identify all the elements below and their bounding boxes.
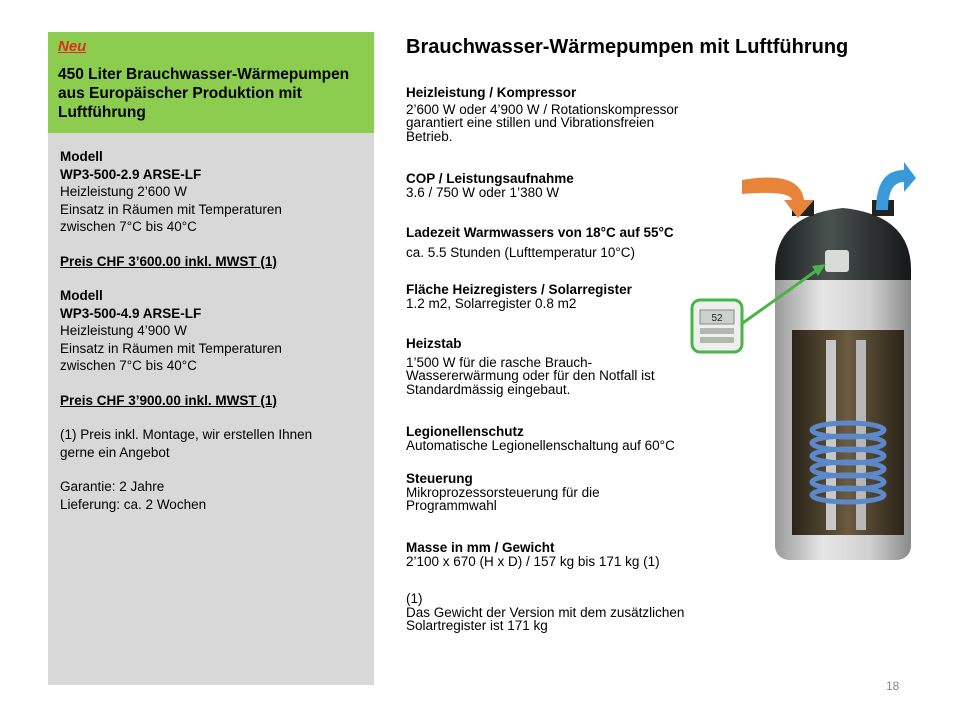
spec-line: 1’500 W für die rasche Brauch- bbox=[406, 354, 593, 370]
spec-line: Mikroprozessorsteuerung für die bbox=[406, 484, 600, 500]
spec-line: Solartregister ist 171 kg bbox=[406, 618, 548, 633]
spec-line: 1.2 m2, Solarregister 0.8 m2 bbox=[406, 295, 577, 311]
price-note-line2: gerne ein Angebot bbox=[60, 444, 170, 460]
model2-label: Modell bbox=[60, 288, 103, 303]
spec-label: Heizleistung / Kompressor bbox=[406, 85, 577, 100]
spec-line: (1) bbox=[406, 591, 423, 606]
headline-box bbox=[48, 32, 374, 133]
air-exhaust-arrow bbox=[876, 162, 916, 210]
model1-price: Preis CHF 3’600.00 inkl. MWST (1) bbox=[60, 253, 277, 269]
display-readout: 52 bbox=[711, 313, 723, 324]
spec-value bbox=[406, 103, 751, 144]
page-title: Brauchwasser-Wärmepumpen mit Luftführung bbox=[406, 36, 849, 58]
spec-label: Ladezeit Warmwassers von 18°C auf 55°C bbox=[406, 225, 674, 240]
model2-use-line2: zwischen 7°C bis 40°C bbox=[60, 358, 197, 373]
price-note-line1: (1) Preis inkl. Montage, wir erstellen Ihnen bbox=[60, 427, 313, 442]
spec-block bbox=[406, 86, 751, 143]
model2-use-line1: Einsatz in Räumen mit Temperaturen bbox=[60, 340, 282, 356]
spec-footnote bbox=[406, 592, 751, 633]
delivery-text: Lieferung: ca. 2 Wochen bbox=[60, 496, 207, 512]
model2-name: WP3-500-4.9 ARSE-LF bbox=[60, 305, 202, 321]
spec-label: COP / Leistungsaufnahme bbox=[406, 171, 574, 186]
spec-line: Das Gewicht der Version mit dem zusätzlichen bbox=[406, 604, 685, 620]
air-intake-arrow bbox=[742, 178, 814, 219]
spec-line: Programmwahl bbox=[406, 498, 497, 513]
display-callout bbox=[692, 300, 742, 352]
spec-line: 2’600 W oder 4’900 W / Rotationskompressor bbox=[406, 101, 679, 117]
model1-power: Heizleistung 2’600 W bbox=[60, 184, 187, 199]
display-button bbox=[700, 337, 734, 343]
spec-line: Automatische Legionellenschaltung auf 60°C bbox=[406, 437, 675, 453]
model1-use-line1: Einsatz in Räumen mit Temperaturen bbox=[60, 201, 282, 217]
spec-value bbox=[406, 592, 751, 633]
sidebar-headline: 450 Liter Brauchwasser-Wärmepumpen aus Europäischer Produktion mit Luftführung bbox=[58, 66, 350, 121]
heat-pump-image bbox=[680, 160, 920, 580]
spec-label: Masse in mm / Gewicht bbox=[406, 540, 555, 555]
model1-use-line2: zwischen 7°C bis 40°C bbox=[60, 219, 197, 234]
new-tag: Neu bbox=[58, 38, 87, 55]
sidebar-panel bbox=[48, 32, 374, 685]
page-number: 18 bbox=[886, 679, 900, 693]
spec-line: 2’100 x 670 (H x D) / 157 kg bis 171 kg (1) bbox=[406, 553, 660, 569]
display-button bbox=[700, 328, 734, 334]
spec-line: Betrieb. bbox=[406, 128, 453, 144]
model2-price: Preis CHF 3’900.00 inkl. MWST (1) bbox=[60, 392, 277, 408]
spec-label: Steuerung bbox=[406, 471, 473, 486]
spec-line: Standardmässig eingebaut. bbox=[406, 381, 571, 397]
model2-power: Heizleistung 4’900 W bbox=[60, 323, 187, 338]
unit-control-panel bbox=[825, 250, 849, 272]
spec-line: Wassererwärmung oder für den Notfall ist bbox=[406, 368, 655, 383]
spec-line: 3.6 / 750 W oder 1’380 W bbox=[406, 184, 560, 200]
spec-label: Legionellenschutz bbox=[406, 424, 524, 439]
heat-exchanger-coil bbox=[812, 423, 884, 502]
spec-line: ca. 5.5 Stunden (Lufttemperatur 10°C) bbox=[406, 244, 636, 260]
model1-label: Modell bbox=[60, 149, 103, 164]
sidebar-content bbox=[60, 148, 370, 513]
warranty-text: Garantie: 2 Jahre bbox=[60, 479, 165, 494]
spec-label: Fläche Heizregisters / Solarregister bbox=[406, 282, 632, 297]
model1-name: WP3-500-2.9 ARSE-LF bbox=[60, 166, 202, 182]
spec-line: garantiert eine stillen und Vibrationsfreien bbox=[406, 115, 655, 130]
spec-label: Heizstab bbox=[406, 336, 462, 351]
